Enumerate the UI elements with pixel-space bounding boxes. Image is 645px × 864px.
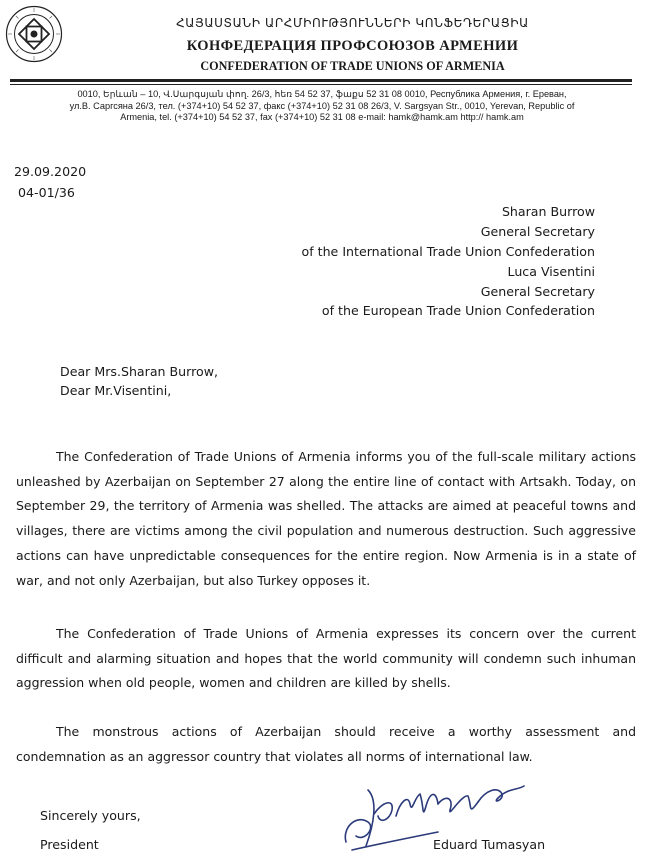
closing-phrase: Sincerely yours, [40,808,141,823]
letter-reference-number: 04-01/36 [18,185,75,200]
recipient-line: Luca Visentini [507,264,595,279]
handwritten-signature [338,780,530,858]
body-paragraph: The monstrous actions of Azerbaijan should receive a worthy assessment and condemnation as an aggressor country that violates all norms of international law. [16,724,636,764]
salutation-line: Dear Mr.Visentini, [60,383,172,398]
letter-date: 29.09.2020 [14,164,87,179]
recipient-line: of the International Trade Union Confederation [301,244,595,259]
body-paragraph: The Confederation of Trade Unions of Armenia expresses its concern over the current difficult and alarming situation and hopes that the world community will condemn such inhuman aggression when old people, women and children are killed by shells. [16,626,636,691]
recipient-line: General Secretary [480,284,595,299]
salutation-line: Dear Mrs.Sharan Burrow, [60,364,219,379]
address-line: ул.В. Саргсяна 26/3, тел. (+374+10) 54 52 37, факс (+374+10) 52 31 08 26/3, V. Sargsyan Str., 0010, Yerevan, Republic of [69,100,575,111]
confederation-logo [5,5,63,63]
signer-name: Eduard Tumasyan [433,837,546,852]
recipient-line: Sharan Burrow [501,204,595,219]
header-english-name: CONFEDERATION OF TRADE UNIONS OF ARMENIA [200,59,505,73]
body-paragraph: The Confederation of Trade Unions of Armenia informs you of the full-scale military actions unleashed by Azerbaijan on September 27 along the entire line of contact with Artsakh. Today, on September 29, the territory of Armenia was shelled. The attacks are aimed at peaceful towns and villages, there are victims among the civil population and numerous destruction. Such aggressive actions can have unpredictable consequences for the entire region. Now Armenia is in a state of war, and not only Azerbaijan, but also Turkey opposes it. [16,449,636,588]
signer-title: President [40,837,99,852]
header-divider-thick [10,79,632,82]
header-armenian-name: ՀԱՅԱՍՏԱՆԻ ԱՐՀՄԻՈՒԹՅՈՒՆՆԵՐԻ ԿՈՆՖԵԴԵՐԱՑԻԱ [176,16,529,30]
address-line: 0010, Երևան – 10, Վ.Սարգսյան փող. 26/3, հեռ 54 52 37, ֆաքս 52 31 08 0010, Республика Армения, г. Ереван, [77,89,567,99]
header-russian-name: КОНФЕДЕРАЦИЯ ПРОФСОЮЗОВ АРМЕНИИ [186,38,519,54]
recipient-line: General Secretary [480,224,595,239]
recipient-line: of the European Trade Union Confederation [321,303,595,318]
header-divider-thin [10,84,632,85]
address-line: Armenia, tel. (+374+10) 54 52 37, fax (+374+10) 52 31 08 e-mail: hamk@hamk.am http:// hamk.am [120,112,524,122]
